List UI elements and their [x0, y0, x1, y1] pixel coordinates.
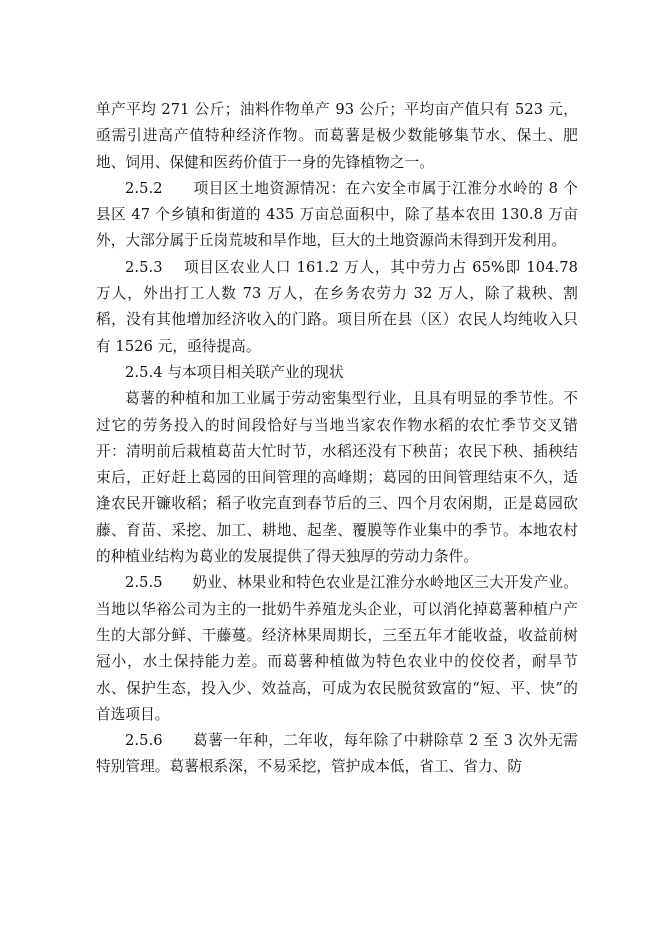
paragraph-2-5-5-development-industries: 2.5.5 奶业、林果业和特色农业是江淮分水岭地区三大开发产业。当地以华裕公司为主的一批奶牛养殖龙头企业，可以消化掉葛薯种植户产生的大部分鲜、干藤蔓。经济林果周期长，三至五年才能收益，收益前树冠小，水土保持能力差。而葛薯种植做为特色农业中的佼佼者，耐旱节水、保护生态，投入少、效益高，可成为农民脱贫致富的“短、平、快”的首选项目。	[96, 574, 578, 723]
paragraph-2-5-6-management: 2.5.6 葛薯一年种，二年收，每年除了中耕除草 2 至 3 次外无需特别管理。葛薯根系深，不易采挖，管护成本低，省工、省力、防	[96, 732, 578, 776]
paragraph-labor-season: 葛薯的种植和加工业属于劳动密集型行业，且具有明显的季节性。不过它的劳务投入的时间段恰好与当地当家农作物水稻的农忙季节交叉错开：清明前后栽植葛苗大忙时节，水稻还没有下秧苗；农民下秧、插秧结束后，正好赶上葛园的田间管理的高峰期；葛园的田间管理结束不久，适逢农民开镰收稻；稻子收完直到春节后的三、四个月农闲期，正是葛园砍藤、育苗、采挖、加工、耕地、起垄、覆膜等作业集中的季节。本地农村的种植业结构为葛业的发展提供了得天独厚的劳动力条件。	[96, 390, 578, 566]
paragraph-2-5-2-land-resources: 2.5.2 项目区土地资源情况：在六安全市属于江淮分水岭的 8 个县区 47 个乡镇和街道的 435 万亩总面积中，除了基本农田 130.8 万亩外，大部分属于丘岗荒坡和旱作地，巨大的土地资源尚未得到开发利用。	[96, 179, 578, 250]
paragraph-2-5-3-population: 2.5.3 项目区农业人口 161.2 万人，其中劳力占 65%即 104.78 万人，外出打工人数 73 万人，在乡务农劳力 32 万人，除了栽秧、割稻，没有其他增加经济收入的门路。项目所在县（区）农民人均纯收入只有 1526 元，亟待提高。	[96, 258, 578, 355]
paragraph-grain-yield: 单产平均 271 公斤；油料作物单产 93 公斤；平均亩产值只有 523 元，亟需引进高产值特种经济作物。而葛薯是极少数能够集节水、保土、肥地、饲用、保健和医药价值于一身的先锋植物之一。	[96, 101, 578, 171]
heading-2-5-4-related-industry: 2.5.4 与本项目相关联产业的现状	[125, 363, 344, 381]
